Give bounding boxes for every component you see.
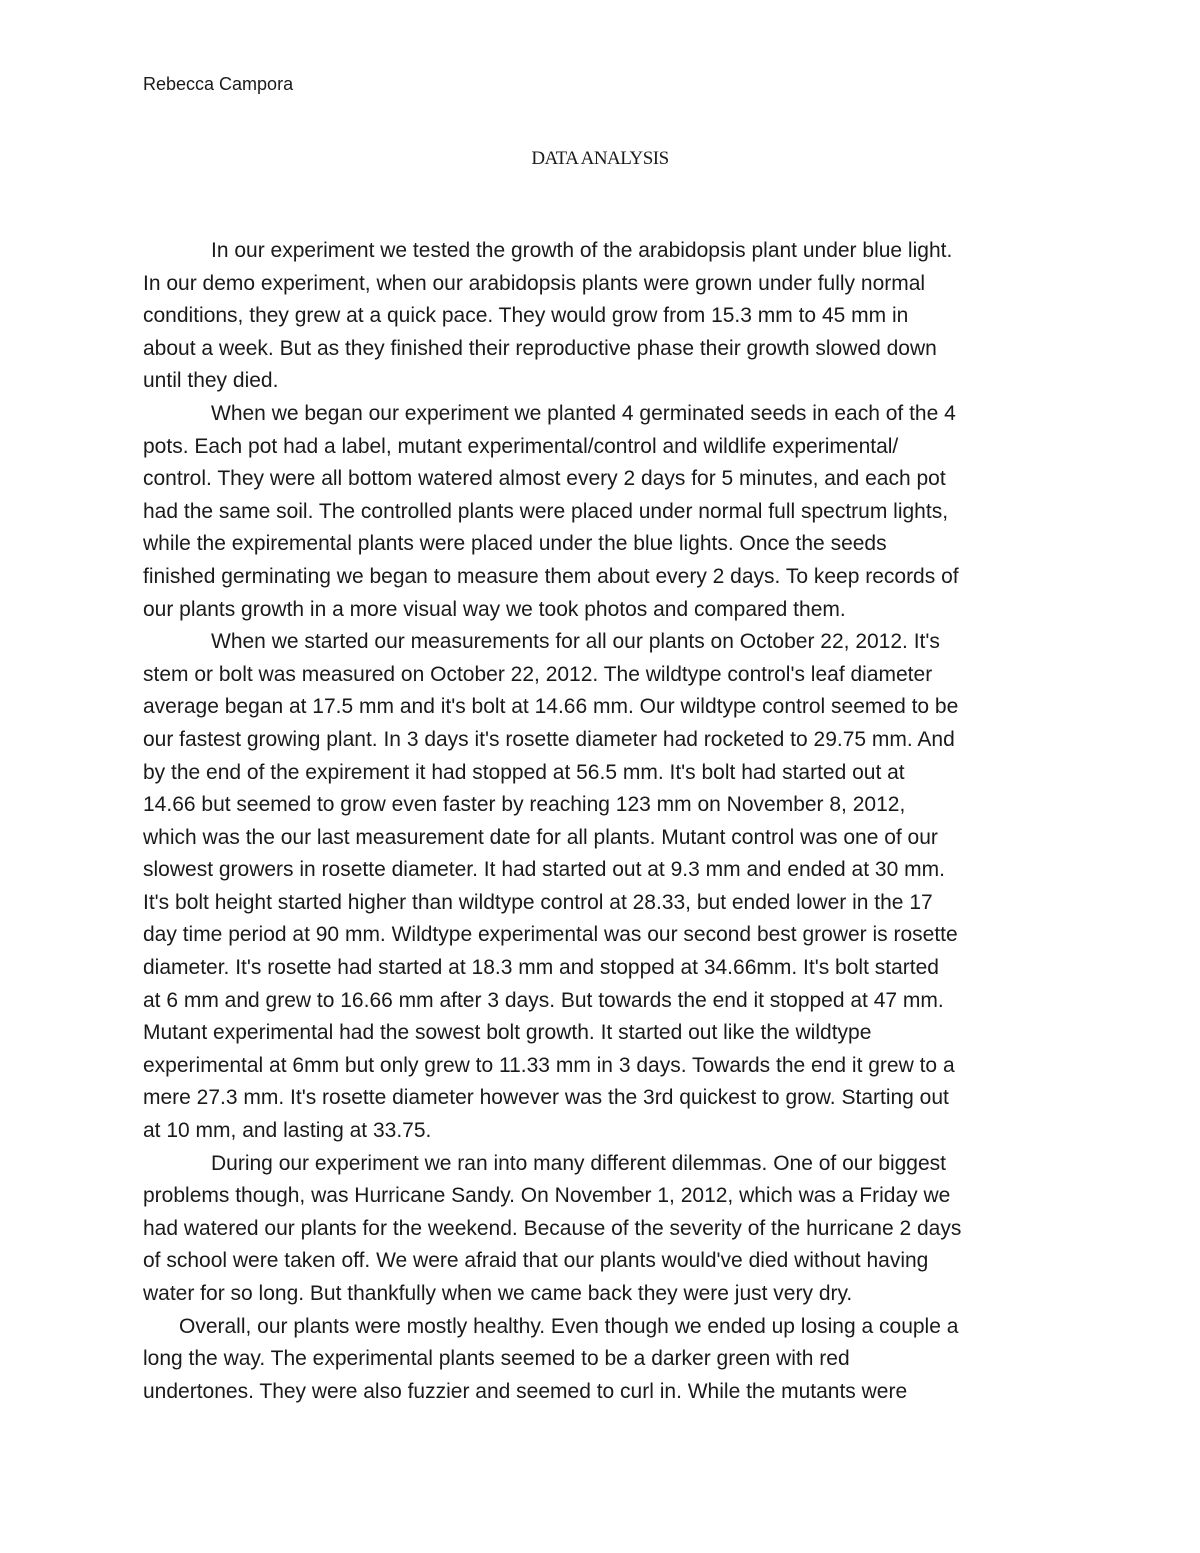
body-text-line: average began at 17.5 mm and it's bolt at 14.66 mm. Our wildtype control seemed to be <box>143 695 959 719</box>
body-text-line: Overall, our plants were mostly healthy. Even though we ended up losing a couple a <box>179 1314 959 1338</box>
body-text-line: water for so long. But thankfully when we came back they were just very dry. <box>143 1282 853 1305</box>
body-text-line: finished germinating we began to measure them about every 2 days. To keep records of <box>143 564 959 588</box>
body-text-line: diameter. It's rosette had started at 18.3 mm and stopped at 34.66mm. It's bolt started <box>143 956 939 980</box>
body-text-line: Mutant experimental had the sowest bolt growth. It started out like the wildtype <box>143 1021 872 1045</box>
body-text-line: When we began our experiment we planted 4 germinated seeds in each of the 4 <box>211 401 956 425</box>
body-text-line: It's bolt height started higher than wildtype control at 28.33, but ended lower in the 17 <box>143 890 933 914</box>
body-text-line: undertones. They were also fuzzier and seemed to curl in. While the mutants were <box>143 1379 908 1403</box>
body-text-line: until they died. <box>143 369 279 393</box>
body-text-line: which was the our last measurement date for all plants. Mutant control was one of our <box>143 825 938 849</box>
body-text-line: of school were taken off. We were afraid that our plants would've died without having <box>143 1249 929 1273</box>
body-text-line: experimental at 6mm but only grew to 11.33 mm in 3 days. Towards the end it grew to a <box>143 1053 955 1077</box>
body-text-line: day time period at 90 mm. Wildtype experimental was our second best grower is rosette <box>143 923 958 947</box>
body-text-line: long the way. The experimental plants seemed to be a darker green with red <box>143 1347 850 1371</box>
body-text-line: had the same soil. The controlled plants were placed under normal full spectrum lights, <box>143 499 949 523</box>
body-text-line: at 6 mm and grew to 16.66 mm after 3 days. But towards the end it stopped at 47 mm. <box>143 988 944 1012</box>
body-text-line: In our demo experiment, when our arabidopsis plants were grown under fully normal <box>143 271 926 295</box>
body-text-line: conditions, they grew at a quick pace. They would grow from 15.3 mm to 45 mm in <box>143 304 909 328</box>
body-text-line: by the end of the expirement it had stopped at 56.5 mm. It's bolt had started out at <box>143 760 905 784</box>
body-text-line: problems though, was Hurricane Sandy. On November 1, 2012, which was a Friday we <box>143 1184 951 1208</box>
body-text-line: pots. Each pot had a label, mutant experimental/control and wildlife experimental/ <box>143 434 899 458</box>
body-text-line: When we started our measurements for all our plants on October 22, 2012. It's <box>211 630 940 654</box>
document-body <box>143 235 1073 1408</box>
author-name: Rebecca Campora <box>143 74 294 94</box>
document-title: DATA ANALYSIS <box>531 148 669 169</box>
body-text-line: had watered our plants for the weekend. Because of the severity of the hurricane 2 days <box>143 1216 962 1240</box>
body-text-line: stem or bolt was measured on October 22, 2012. The wildtype control's leaf diameter <box>143 662 933 686</box>
body-text-line: In our experiment we tested the growth of the arabidopsis plant under blue light. <box>211 239 953 262</box>
body-text-line: our fastest growing plant. In 3 days it's rosette diameter had rocketed to 29.75 mm. And <box>143 727 955 751</box>
body-text-line: control. They were all bottom watered almost every 2 days for 5 minutes, and each pot <box>143 467 946 491</box>
body-text-line: our plants growth in a more visual way we took photos and compared them. <box>143 597 846 621</box>
body-text-line: During our experiment we ran into many different dilemmas. One of our biggest <box>211 1151 946 1175</box>
body-text-line: at 10 mm, and lasting at 33.75. <box>143 1119 432 1143</box>
body-text-line: 14.66 but seemed to grow even faster by reaching 123 mm on November 8, 2012, <box>143 793 906 817</box>
body-text-line: while the expiremental plants were placed under the blue lights. Once the seeds <box>143 532 887 556</box>
body-text-line: slowest growers in rosette diameter. It had started out at 9.3 mm and ended at 30 mm. <box>143 858 945 882</box>
body-text-line: about a week. But as they finished their reproductive phase their growth slowed down <box>143 336 937 360</box>
body-text-line: mere 27.3 mm. It's rosette diameter however was the 3rd quickest to grow. Starting out <box>143 1086 949 1110</box>
